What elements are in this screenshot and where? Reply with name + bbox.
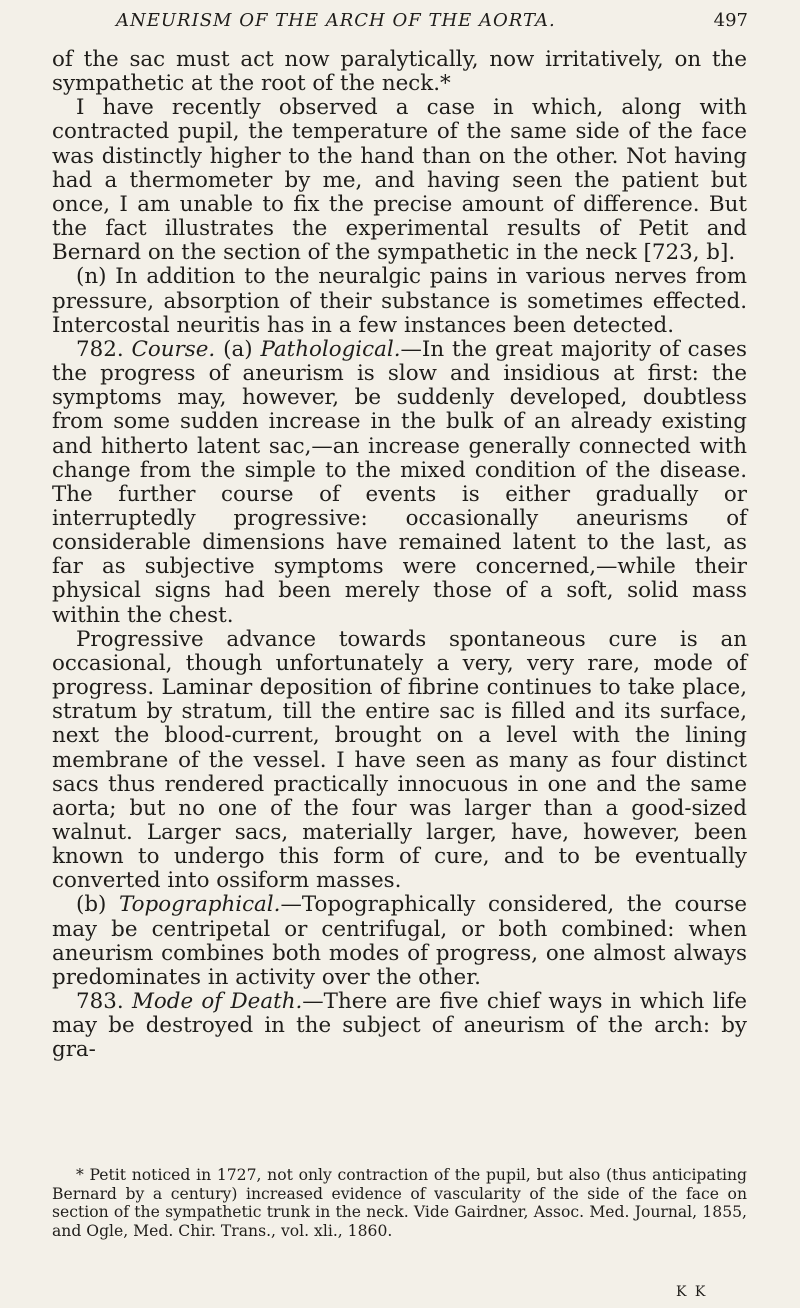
paragraph: of the sac must act now paralytically, now irritatively, on the sympathetic at the root of the neck.*: [52, 47, 747, 97]
section-paragraph: 783. Mode of Death.—There are five chief ways in which life may be destroyed in the subject of aneurism of the arch: by gra-: [52, 989, 747, 1063]
paragraph: (n) In addition to the neuralgic pains in various nerves from pressure, absorption of their substance is sometimes effected. Intercostal neuritis has in a few instances been detected.: [52, 264, 747, 338]
section-number: 782.: [76, 336, 124, 362]
section-heading: Course.: [131, 336, 216, 362]
page-header: [108, 10, 748, 31]
section-number: 783.: [76, 989, 124, 1015]
footnote: * Petit noticed in 1727, not only contraction of the pupil, but also (thus anticipating Bernard by a century) increased evidence of vascularity of the side of the face on section of the sympathetic trunk in the neck. Vide Gairdner, Assoc. Med. Journal, 1855, and Ogle, Med. Chir. Trans., vol. xli., 1860.: [52, 1166, 747, 1240]
page-number: 497: [713, 10, 748, 31]
paragraph: (b) Topographical.—Topographically considered, the course may be centripetal or centrifugal, or both combined: when aneurism combines both modes of progress, one almost always predominates in activity over the other.: [52, 892, 747, 990]
subsection-heading: Pathological.: [260, 336, 401, 362]
section-label: (n): [76, 264, 107, 290]
section-paragraph: 782. Course. (a) Pathological.—In the great majority of cases the progress of aneurism is slow and insidious at first: the symptoms may, however, be suddenly developed, doubtless from some sudden increase in the bulk of an already existing and hitherto latent sac,—an increase generally connected with change from the simple to the mixed condition of the disease. The further course of events is either gradually or interruptedly progressive: occasionally aneurisms of considerable dimensions have remained latent to the last, as far as subjective symptoms were concerned,—while their physical signs had been merely those of a soft, solid mass within the chest.: [52, 336, 747, 628]
signature-mark: K K: [676, 1284, 708, 1300]
running-title: ANEURISM OF THE ARCH OF THE AORTA.: [116, 10, 556, 31]
paragraph: I have recently observed a case in which, along with contracted pupil, the temperature of the same side of the face was distinctly higher to the hand than on the other. Not having had a thermometer by me, and having seen the patient but once, I am unable to fix the precise amount of difference. But the fact illustrates the experimental results of Petit and Bernard on the section of the sympathetic in the neck [723, b].: [52, 95, 747, 266]
section-heading: Mode of Death.: [131, 989, 303, 1015]
subsection-heading: Topographical.: [119, 892, 281, 918]
subsection-label: (a): [223, 336, 253, 362]
subsection-label: (b): [76, 892, 107, 918]
body-text: [52, 48, 747, 1063]
paragraph: Progressive advance towards spontaneous cure is an occasional, though unfortunately a very, very rare, mode of progress. Laminar deposition of fibrine continues to take place, stratum by stratum, till the entire sac is filled and its surface, next the blood-current, brought on a level with the lining membrane of the vessel. I have seen as many as four distinct sacs thus rendered practically innocuous in one and the same aorta; but no one of the four was larger than a good-sized walnut. Larger sacs, materially larger, have, however, been known to undergo this form of cure, and to be eventually converted into ossiform masses.: [52, 626, 747, 894]
